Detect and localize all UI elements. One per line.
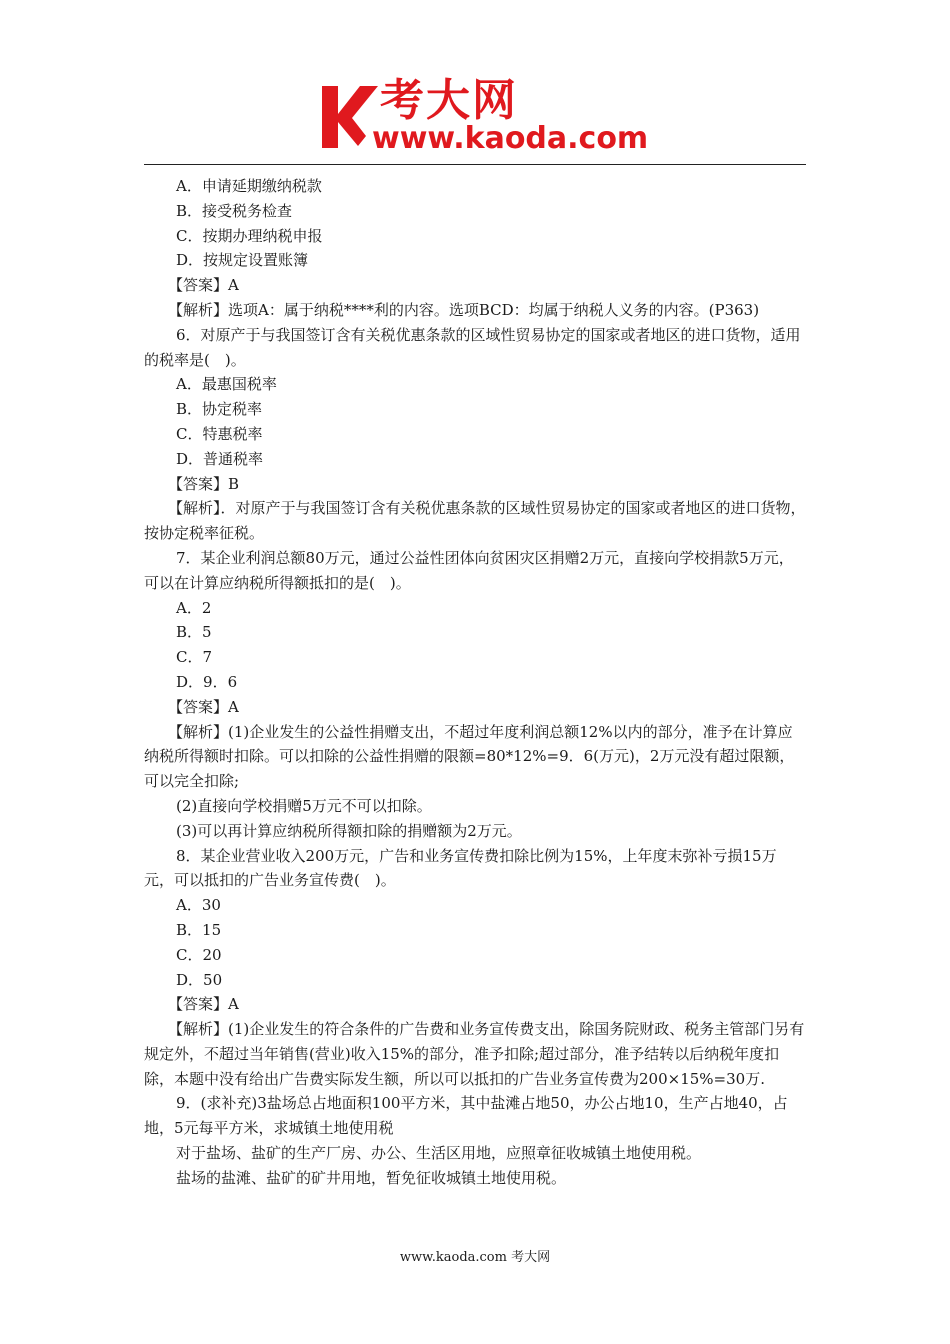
logo-url: www.kaoda.com [372, 121, 649, 156]
q6-option: B．协定税率 [176, 400, 263, 419]
q5-option: C．按期办理纳税申报 [176, 226, 323, 245]
q7-option: C．7 [176, 648, 213, 667]
logo-chinese-name: 考大网 [380, 75, 518, 126]
q7-answer: 【答案】A [168, 697, 239, 716]
kaoda-logo [318, 75, 649, 160]
q8-explanation: 【解析】(1)企业发生的符合条件的广告费和业务宣传费支出，除国务院财政、税务主管部门另有规定外，不超过当年销售(营业)收入15%的部分，准予扣除;超过部分，准予结转以后纳税年度扣除，本题中没有给出广告费实际发生额，所以可以抵扣的广告业务宣传费为200×15%=30万. [144, 1020, 805, 1088]
q7-explanation-line: (2)直接向学校捐赠5万元不可以扣除。 [176, 796, 432, 815]
page-footer: www.kaoda.com 考大网 [399, 1250, 551, 1265]
q6-answer: 【答案】B [168, 474, 240, 493]
q5-option: A．申请延期缴纳税款 [176, 177, 322, 195]
q8-option: D．50 [176, 970, 223, 989]
q5-option: D．按规定设置账簿 [176, 251, 309, 270]
q9-stem: 9．(求补充)3盐场总占地面积100平方米，其中盐滩占地50，办公占地10，生产占地40，占地，5元每平方米，求城镇土地使用税 [144, 1094, 788, 1138]
q5-answer: 【答案】A [168, 276, 239, 295]
q6-option: D．普通税率 [176, 449, 264, 468]
q7-explanation: 【解析】(1)企业发生的公益性捐赠支出，不超过年度利润总额12%以内的部分，准予在计算应纳税所得额时扣除。可以扣除的公益性捐赠的限额=80*12%=9．6(万元)，2万元没有超过限额，可以完全扣除; [144, 722, 795, 791]
q8-option: C．20 [176, 945, 222, 964]
q7-option: D．9．6 [176, 672, 238, 691]
q9-line: 对于盐场、盐矿的生产厂房、办公、生活区用地，应照章征收城镇土地使用税。 [176, 1144, 702, 1163]
q9-line: 盐场的盐滩、盐矿的矿井用地，暂免征收城镇土地使用税。 [176, 1168, 567, 1187]
q6-option: A．最惠国税率 [176, 375, 277, 394]
q7-option: B．5 [176, 623, 212, 642]
document-body [144, 174, 806, 1191]
header-divider [144, 164, 806, 165]
q6-option: C．特惠税率 [176, 424, 263, 443]
q8-stem: 8．某企业营业收入200万元，广告和业务宣传费扣除比例为15%，上年度末弥补亏损15万元，可以抵扣的广告业务宣传费( )。 [144, 846, 777, 890]
q6-stem: 6．对原产于与我国签订含有关税优惠条款的区域性贸易协定的国家或者地区的进口货物，适用的税率是( )。 [144, 325, 801, 369]
q7-stem: 7．某企业利润总额80万元，通过公益性团体向贫困灾区捐赠2万元，直接向学校捐款5万元，可以在计算应纳税所得额抵扣的是( )。 [144, 548, 794, 592]
q7-option: A．2 [176, 598, 212, 617]
q6-explanation: 【解析】．对原产于与我国签订含有关税优惠条款的区域性贸易协定的国家或者地区的进口货物，按协定税率征税。 [144, 499, 806, 543]
q5-explanation: 【解析】选项A：属于纳税****利的内容。选项BCD：均属于纳税人义务的内容。(P363) [168, 300, 760, 319]
q8-option: A．30 [176, 896, 221, 915]
q5-option: B．接受税务检查 [176, 201, 293, 220]
q7-explanation-line: (3)可以再计算应纳税所得额扣除的捐赠额为2万元。 [176, 821, 522, 840]
q8-answer: 【答案】A [168, 995, 239, 1014]
q8-option: B．15 [176, 920, 222, 939]
